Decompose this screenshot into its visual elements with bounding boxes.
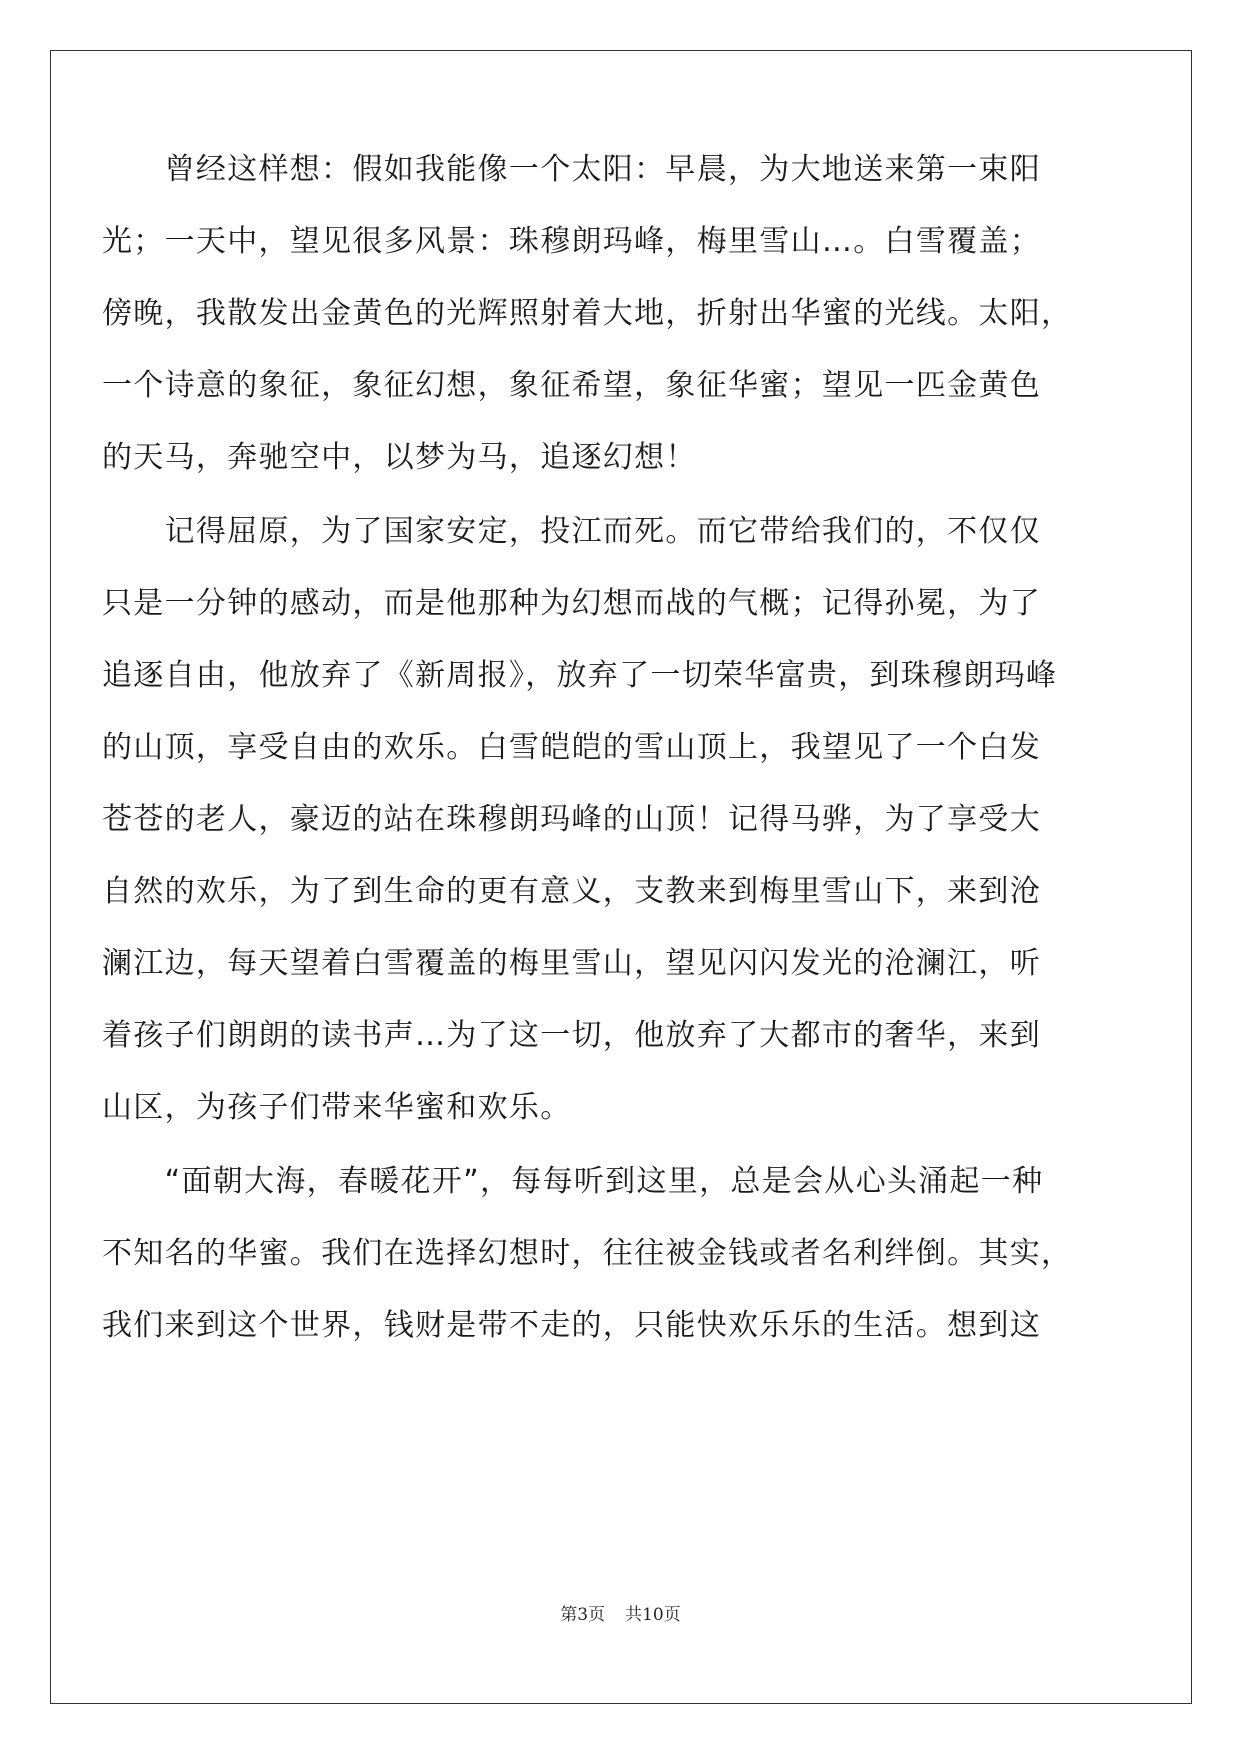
text-line: 傍晚，我散发出金黄色的光辉照射着大地，折射出华蜜的光线。太阳， <box>102 296 1073 331</box>
text-line: 自然的欢乐，为了到生命的更有意义，支教来到梅里雪山下，来到沧 <box>102 874 1041 909</box>
text-line: 山区，为孩子们带来华蜜和欢乐。 <box>102 1090 572 1125</box>
text-line: 只是一分钟的感动，而是他那种为幻想而战的气概；记得孙冕，为了 <box>102 586 1041 621</box>
text-line: 的山顶，享受自由的欢乐。白雪皑皑的雪山顶上，我望见了一个白发 <box>102 730 1041 765</box>
page-number-total: 共10页 <box>625 1605 681 1625</box>
page-number-current: 第3页 <box>560 1605 606 1625</box>
text-line: 记得屈原，为了国家安定，投江而死。而它带给我们的，不仅仅 <box>102 514 1041 549</box>
text-line: 我们来到这个世界，钱财是带不走的，只能快欢乐乐的生活。想到这 <box>102 1308 1041 1343</box>
text-line: 着孩子们朗朗的读书声…为了这一切，他放弃了大都市的奢华，来到 <box>102 1018 1041 1053</box>
text-line: 曾经这样想：假如我能像一个太阳：早晨，为大地送来第一束阳 <box>102 152 1041 187</box>
page-footer <box>0 1600 1241 1625</box>
text-line: 苍苍的老人，豪迈的站在珠穆朗玛峰的山顶！记得马骅，为了享受大 <box>102 802 1041 837</box>
text-line: 光；一天中，望见很多风景：珠穆朗玛峰，梅里雪山…。白雪覆盖； <box>102 224 1041 259</box>
text-line: 不知名的华蜜。我们在选择幻想时，往往被金钱或者名利绊倒。其实， <box>102 1236 1073 1271</box>
text-line: 一个诗意的象征，象征幻想，象征希望，象征华蜜；望见一匹金黄色 <box>102 368 1041 403</box>
text-line: 澜江边，每天望着白雪覆盖的梅里雪山，望见闪闪发光的沧澜江，听 <box>102 946 1041 981</box>
text-line: 追逐自由，他放弃了《新周报》，放弃了一切荣华富贵，到珠穆朗玛峰 <box>102 658 1058 693</box>
text-line: 的天马，奔驰空中，以梦为马，追逐幻想！ <box>102 440 697 475</box>
text-line: “面朝大海，春暖花开”，每每听到这里，总是会从心头涌起一种 <box>102 1164 1044 1199</box>
